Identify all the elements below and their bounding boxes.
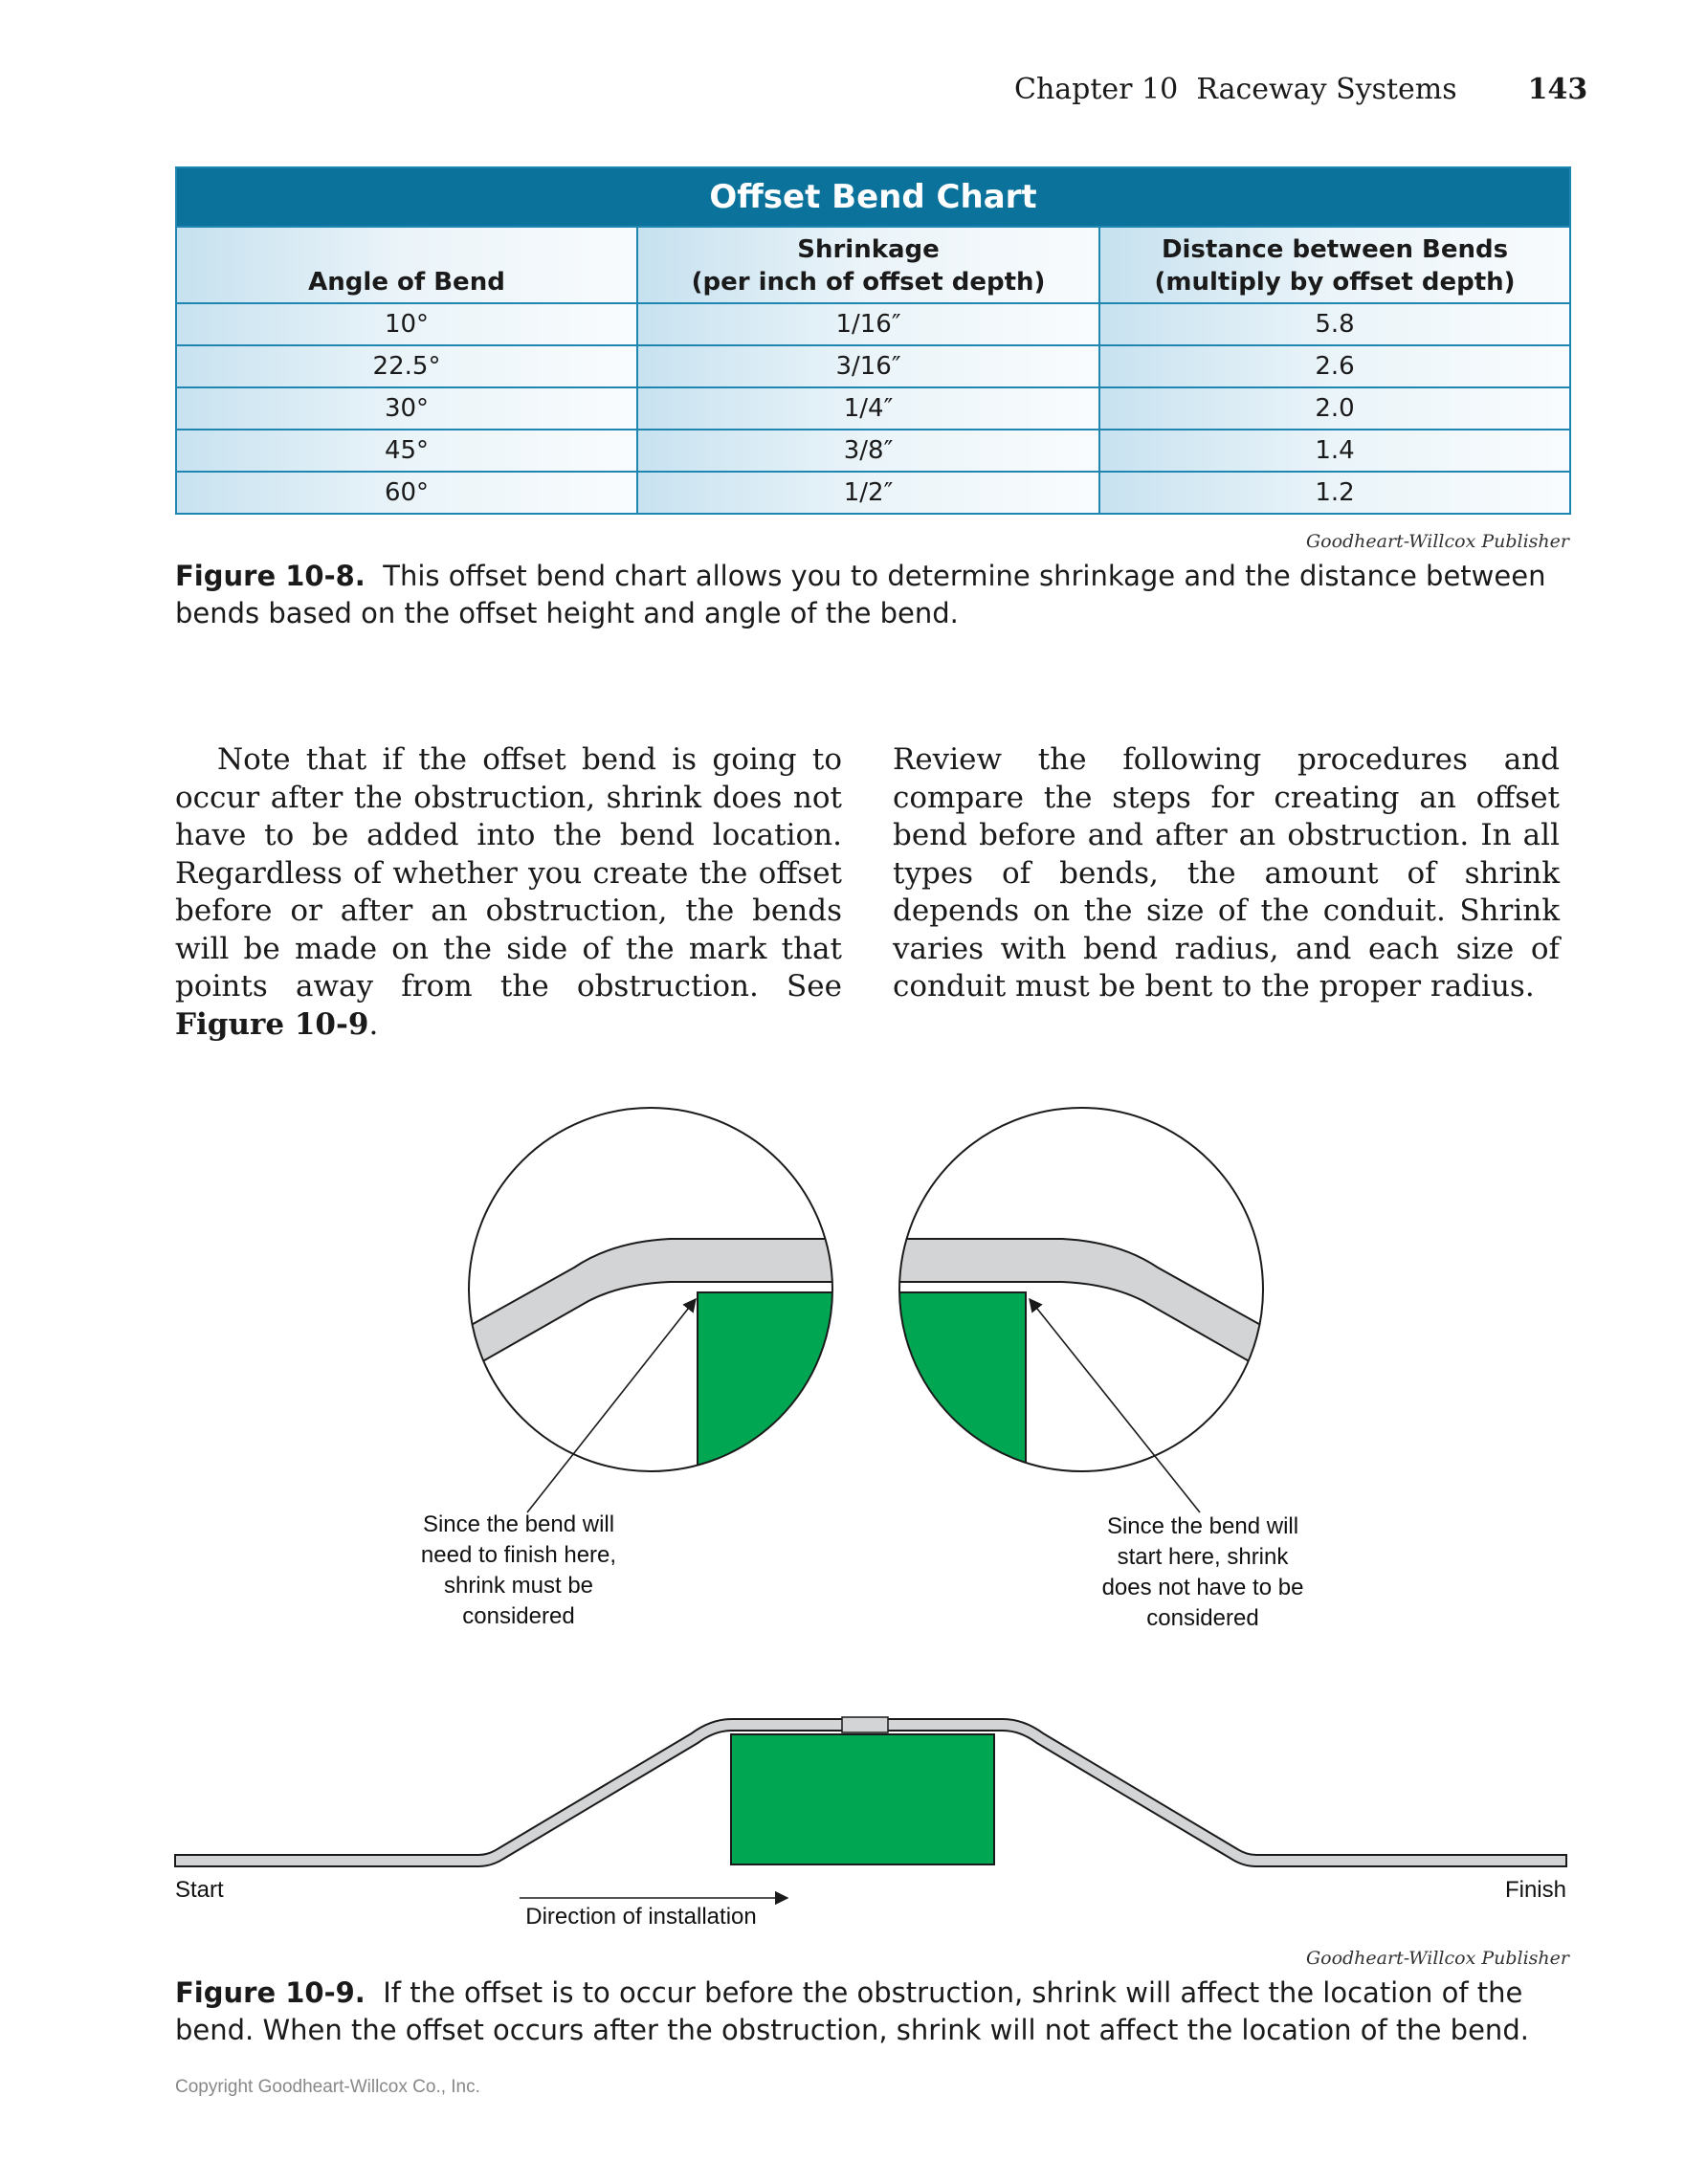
right-obstruction-block [899, 1292, 1026, 1473]
left-detail-circle [459, 1108, 832, 1473]
figure-10-9-caption [175, 1974, 1569, 2049]
figure-10-8-label: Figure 10-8. [175, 560, 366, 592]
column-header-shrinkage-line1: Shrinkage [797, 235, 940, 264]
cell-shrinkage: 1/4″ [637, 387, 1099, 430]
body-left-text: Note that if the offset bend is going to occur after the obstruction, shrink does not have to be added into the bend location. Regardless of whether you create the offset before or after an obstruction, the bends will be made on the side of the mark that points away from the obstruction. See [175, 742, 842, 1004]
column-header-distance-line1: Distance between Bends [1161, 235, 1509, 264]
right-detail-circle [899, 1108, 1273, 1473]
cell-angle: 10° [176, 303, 637, 345]
right-callout-line: does not have to be [1101, 1575, 1304, 1600]
cell-distance: 2.6 [1099, 345, 1570, 387]
copyright-footer: Copyright Goodheart-Willcox Co., Inc. [175, 2077, 480, 2097]
cell-shrinkage: 3/8″ [637, 430, 1099, 472]
finish-label: Finish [1504, 1877, 1566, 1903]
right-callout-line: considered [1146, 1605, 1259, 1631]
cell-angle: 22.5° [176, 345, 637, 387]
start-label: Start [175, 1877, 224, 1903]
conduit-coupling [842, 1717, 888, 1732]
left-obstruction-block [698, 1292, 832, 1473]
right-callout-label [1059, 1511, 1346, 1634]
cell-distance: 2.0 [1099, 387, 1570, 430]
left-callout-label [375, 1510, 662, 1632]
right-callout-line: Since the bend will [1106, 1513, 1299, 1539]
column-header-angle: Angle of Bend [176, 227, 637, 303]
figure-reference-link[interactable]: Figure 10-9 [175, 1006, 369, 1042]
table-title: Offset Bend Chart [176, 167, 1570, 227]
figure-10-9-caption-text: If the offset is to occur before the obstruction, shrink will affect the location of the bend. When the offset occurs after the obstruction, shrink will not affect the location of the bend. [175, 1976, 1529, 2046]
cell-angle: 45° [176, 430, 637, 472]
cell-angle: 60° [176, 472, 637, 514]
page-number: 143 [1527, 73, 1588, 106]
figure-10-9-credit: Goodheart-Willcox Publisher [1305, 1948, 1569, 1969]
left-callout-line: shrink must be [443, 1573, 594, 1599]
column-header-shrinkage-line2: (per inch of offset depth) [691, 268, 1046, 297]
column-header-distance-line2: (multiply by offset depth) [1154, 268, 1516, 297]
cell-distance: 1.2 [1099, 472, 1570, 514]
cell-shrinkage: 1/16″ [637, 303, 1099, 345]
cell-shrinkage: 3/16″ [637, 345, 1099, 387]
left-callout-line: need to finish here, [420, 1542, 617, 1568]
figure-10-9-label: Figure 10-9. [175, 1976, 366, 2009]
left-callout-line: considered [462, 1603, 575, 1629]
figure-10-8-credit: Goodheart-Willcox Publisher [1305, 531, 1569, 552]
body-left-end: . [368, 1006, 379, 1042]
body-paragraph-right: Review the following procedures and compare the steps for creating an offset bend before and after an obstruction. In all types of bends, the amount of shrink depends on the size of the conduit. Shrink varies with bend radius, and each size of conduit must be bent to the proper radius. [893, 742, 1560, 1004]
cell-distance: 5.8 [1099, 303, 1570, 345]
left-callout-line: Since the bend will [422, 1511, 615, 1537]
cell-shrinkage: 1/2″ [637, 472, 1099, 514]
cell-angle: 30° [176, 387, 637, 430]
cell-distance: 1.4 [1099, 430, 1570, 472]
chapter-number: Chapter 10 [1014, 73, 1179, 106]
obstruction-block [731, 1734, 994, 1864]
direction-label: Direction of installation [525, 1904, 757, 1930]
figure-10-8-caption-text: This offset bend chart allows you to determine shrinkage and the distance between bends based on the offset height and angle of the bend. [175, 560, 1546, 629]
chapter-title: Raceway Systems [1196, 73, 1457, 106]
right-callout-line: start here, shrink [1117, 1544, 1289, 1570]
